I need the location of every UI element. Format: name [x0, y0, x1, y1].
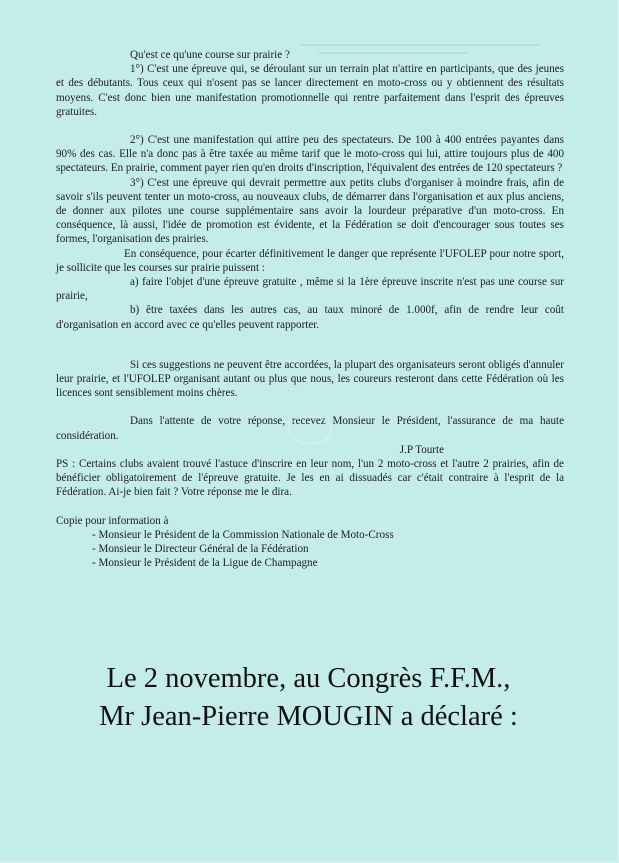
copies-label: Copie pour information à: [56, 514, 169, 527]
copies-block: [56, 514, 564, 571]
copy-recipient: - Monsieur le Directeur Général de la Fédération: [92, 543, 309, 556]
paragraph-2: 2°) C'est une manifestation qui attire peu des spectateurs. De 100 à 400 entrées payantes dans 90% des cas. Elle n'a donc pas à être taxée au même tarif que le moto-cross qui lui, attire toujours plus de 400 spectateurs. En prairie, comment payer rien qu'en droits d'inscription, l'équivalent des entrées de 120 spectateurs ?: [56, 134, 564, 175]
paragraph-5: Si ces suggestions ne peuvent être accordées, la plupart des organisateurs seront obligés d'annuler leur prairie, et l'UFOLEP organisant autant ou plus que nous, les coureurs resteront dans cette Fédération où les licences sont sensiblement moins chères.: [56, 358, 564, 400]
headline-line-1: Le 2 novembre, au Congrès F.F.M.,: [106, 663, 511, 694]
paragraph-1: 1°) C'est une épreuve qui, se déroulant sur un terrain plat n'attire en participants, que des jeunes et des débutants. Tous ceux qui n'osent pas se lancer directement en moto-cross ou y obtiennent des résultats moyens. C'est donc bien une manifestation promotionnelle qui rentre parfaitement dans l'esprit des épreuves gratuites.: [56, 63, 564, 118]
show-through-line: [300, 44, 540, 46]
paragraph-3: 3°) C'est une épreuve qui devrait permettre aux petits clubs d'organiser à moindre frais, afin de savoir s'ils peuvent tenter un moto-cross, au nouveaux clubs, de démarrer dans l'organisation et aux plus anciens, de donner aux pilotes une course supplémentaire sans avoir la lourdeur préparative d'un moto-cross. En conséquence, là aussi, l'idée de promotion est évidente, et la Fédération se doit d'encourager sous toutes ses formes, l'organisation des prairies.: [56, 176, 564, 246]
paragraph-4b: b) être taxées dans les autres cas, au taux minoré de 1.000f, afin de rendre leur coût d'organisation en accord avec ce qu'elles peuvent rapporter.: [56, 304, 564, 331]
headline-line-2: Mr Jean-Pierre MOUGIN a déclaré :: [99, 701, 518, 732]
letter-body: [56, 48, 564, 571]
headline: [0, 660, 617, 736]
postscript: PS : Certains clubs avaient trouvé l'astuce d'inscrire en leur nom, l'un 2 moto-cross et l'autre 2 prairies, afin de bénéficier obligatoirement de l'épreuve gratuite. Je les en ai dissuadés car c'était contraire à l'esprit de la Fédération. Ai-je bien fait ? Votre réponse me le dira.: [56, 458, 564, 499]
signature: J.P Tourte: [399, 443, 444, 456]
copy-recipient: - Monsieur le Président de la Commission Nationale de Moto-Cross: [92, 528, 394, 541]
paragraph-4: En conséquence, pour écarter définitivement le danger que représente l'UFOLEP pour notre sport, je sollicite que les courses sur prairie puissent :: [56, 247, 564, 274]
copy-recipient: - Monsieur le Président de la Ligue de Champagne: [92, 557, 318, 570]
paragraph-4a: a) faire l'objet d'une épreuve gratuite , même si la 1ère épreuve inscrite n'est pas une course sur prairie,: [56, 276, 564, 303]
intro-line: Qu'est ce qu'une course sur prairie ?: [130, 49, 290, 61]
closing-paragraph: Dans l'attente de votre réponse, recevez Monsieur le Président, l'assurance de ma haute considération.: [56, 415, 564, 442]
faint-stamp: [288, 416, 332, 444]
